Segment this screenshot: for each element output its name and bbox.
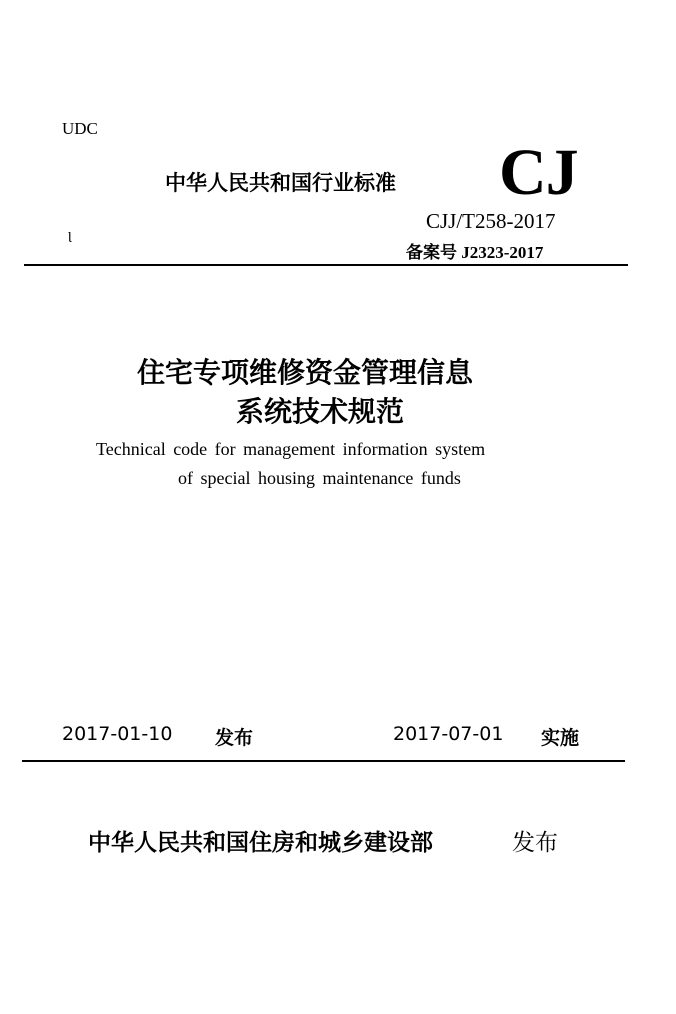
cj-logo: CJ	[499, 136, 578, 209]
issuing-authority: 中华人民共和国住房和城乡建设部	[88, 830, 433, 856]
classification-mark: Ɩ	[68, 230, 72, 246]
record-number: 备案号 J2323-2017	[406, 243, 544, 262]
title-en-line1: Technical code for management information system	[96, 439, 486, 459]
industry-standard-heading: 中华人民共和国行业标准	[165, 171, 396, 195]
issue-label: 发布	[215, 727, 254, 749]
udc-label: UDC	[62, 119, 98, 138]
header-divider	[24, 264, 628, 266]
issuer-action: 发布	[512, 830, 558, 856]
standard-code: CJJ/T258-2017	[426, 209, 556, 233]
date-divider	[22, 760, 625, 762]
title-zh-line2: 系统技术规范	[236, 395, 405, 428]
title-en-line2: of special housing maintenance funds	[178, 468, 461, 488]
effective-date: 2017-07-01	[393, 723, 504, 745]
effective-label: 实施	[541, 727, 580, 749]
title-zh-line1: 住宅专项维修资金管理信息	[137, 356, 474, 389]
issue-date: 2017-01-10	[62, 723, 173, 745]
